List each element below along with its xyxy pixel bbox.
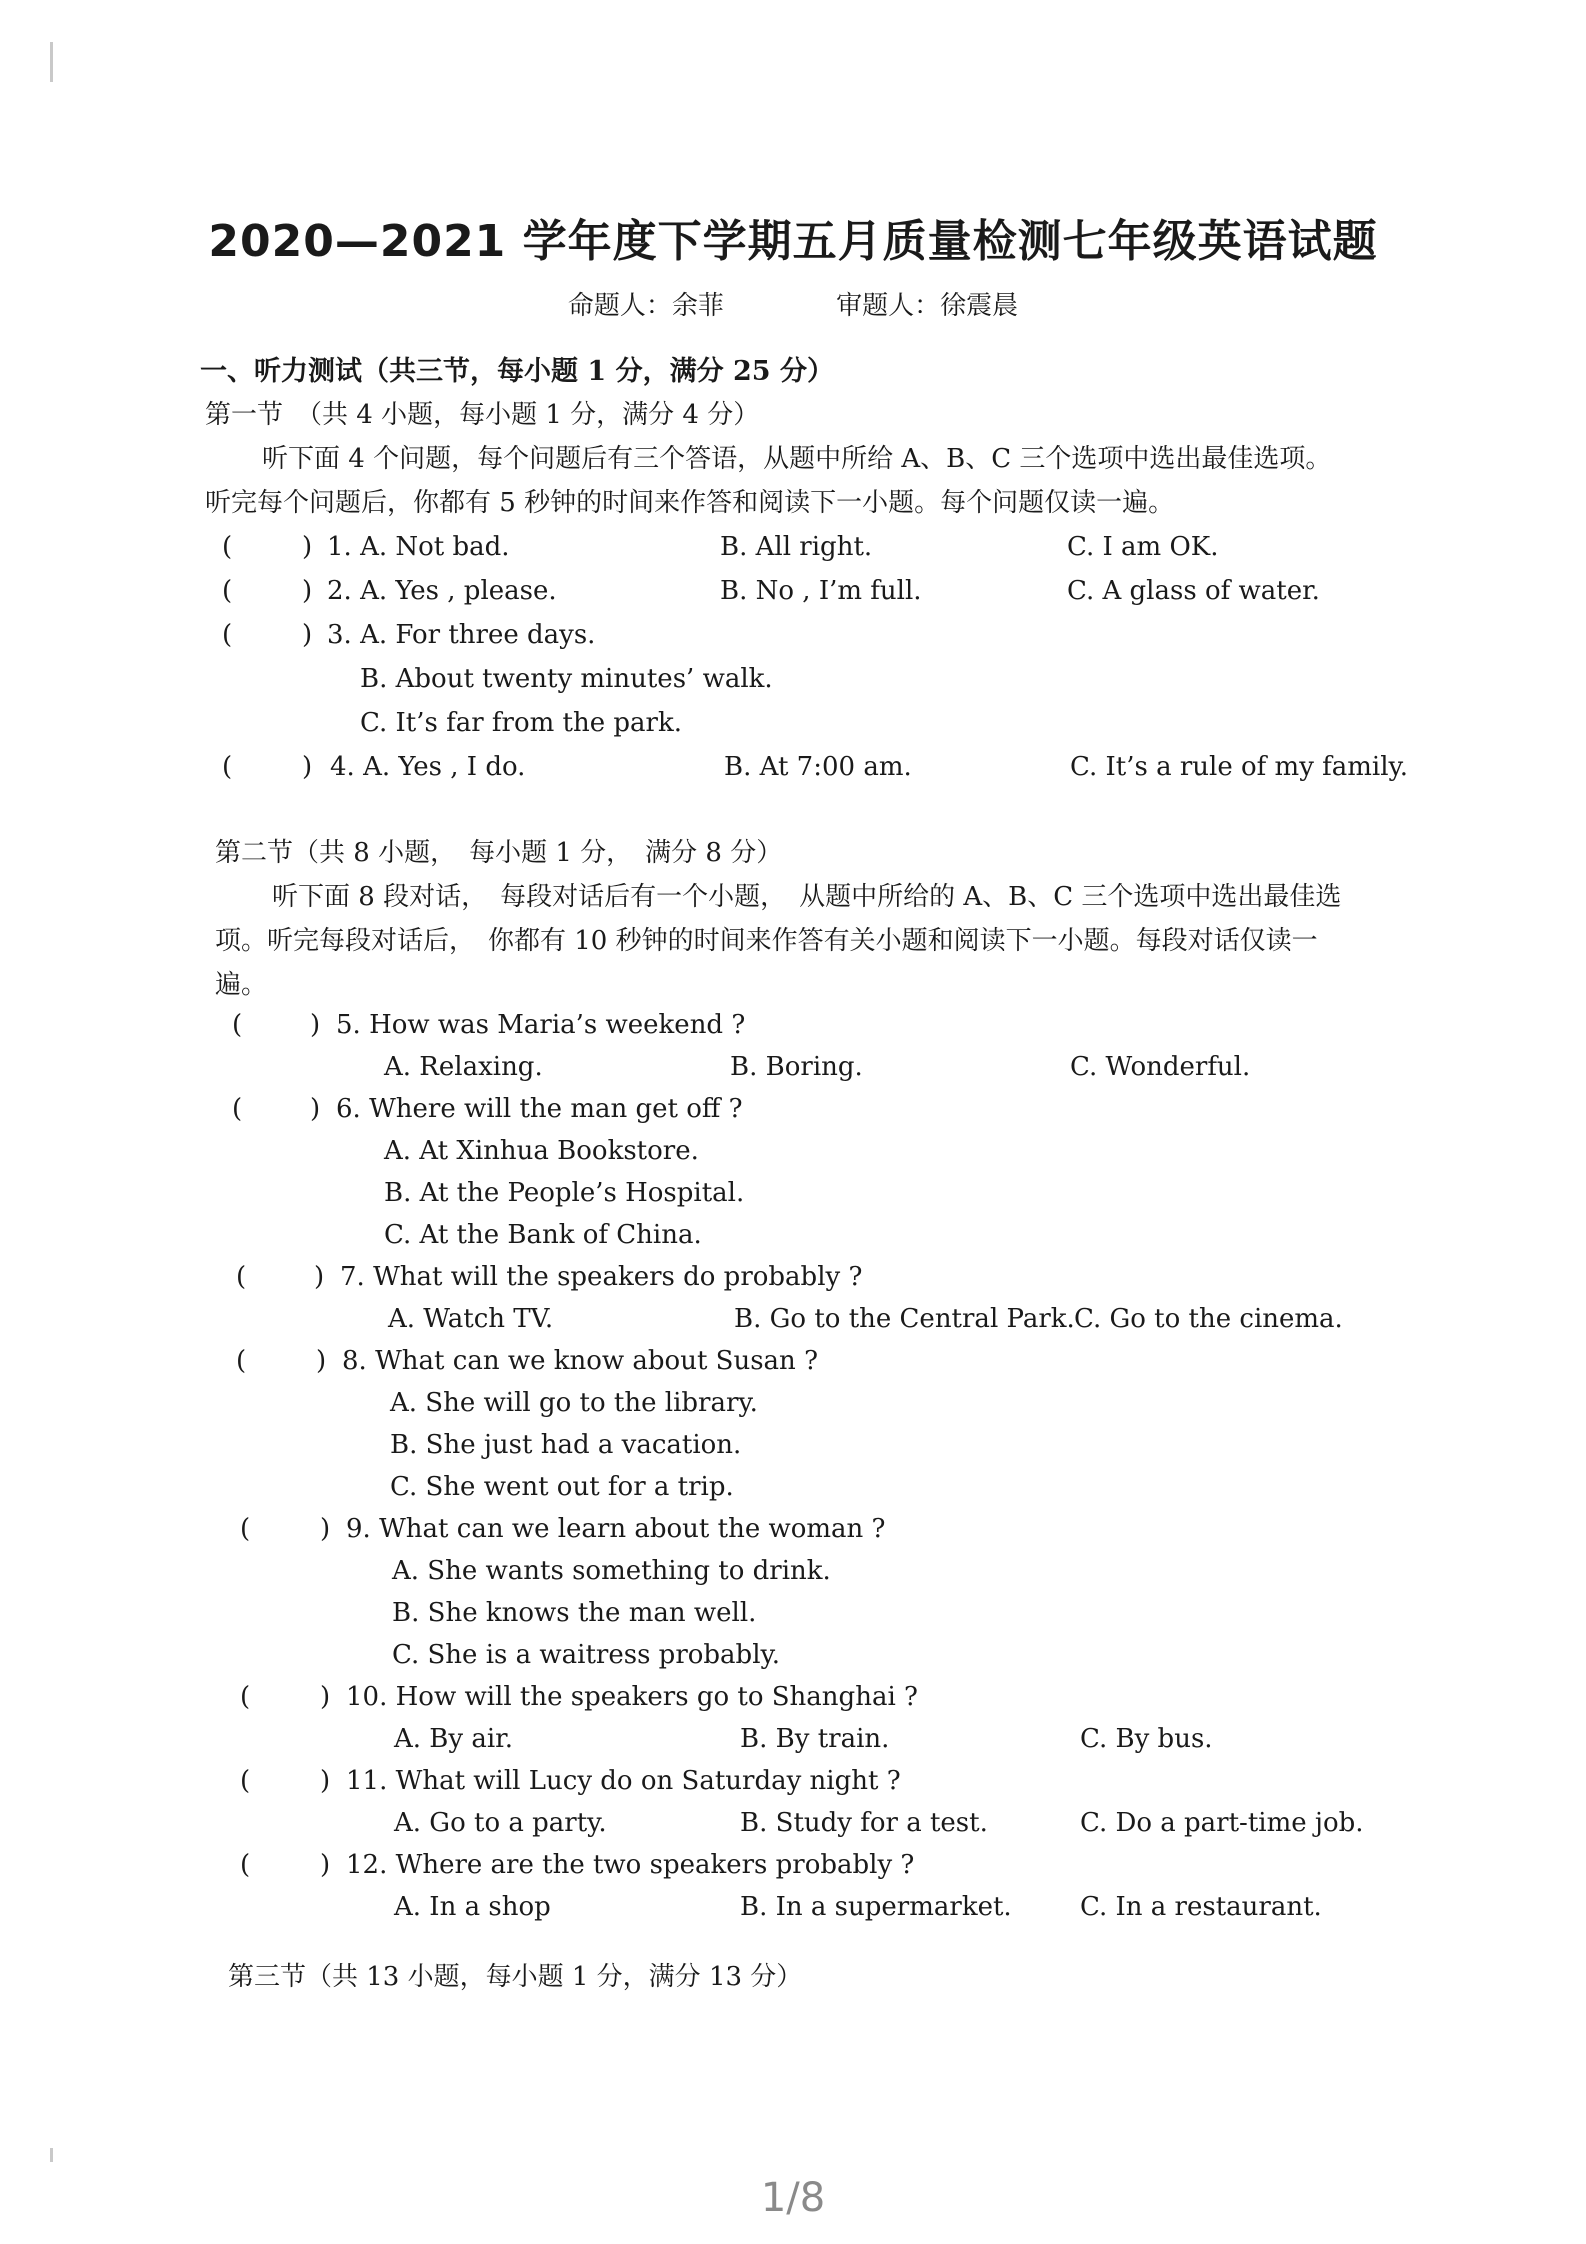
question-stem: 8. What can we know about Susan ? <box>342 1346 819 1376</box>
option-a: A. Go to a party. <box>394 1808 607 1838</box>
part-heading: 一、听力测试（共三节，每小题 1 分，满分 25 分） <box>200 356 834 387</box>
option-c: C. At the Bank of China. <box>384 1220 702 1250</box>
option-c: C. It’s far from the park. <box>360 708 682 738</box>
question-stem: 6. Where will the man get off ? <box>336 1094 743 1124</box>
exam-title: 2020—2021 学年度下学期五月质量检测七年级英语试题 <box>208 216 1378 267</box>
option-a: A. Relaxing. <box>384 1052 543 1082</box>
scan-edge-mark <box>50 42 53 82</box>
option-c: C. It’s a rule of my family. <box>1070 752 1409 782</box>
option-b: B. Study for a test. <box>740 1808 988 1838</box>
option-c: C. She went out for a trip. <box>390 1472 734 1502</box>
option-a: A. She will go to the library. <box>390 1388 758 1418</box>
answer-blank-close: ) <box>320 1682 331 1712</box>
answer-blank-open: ( <box>232 1094 243 1124</box>
answer-blank-open: ( <box>240 1766 251 1796</box>
question-stem: 11. What will Lucy do on Saturday night ? <box>346 1766 901 1796</box>
option-a: A. She wants something to drink. <box>392 1556 831 1586</box>
question-stem: 9. What can we learn about the woman ? <box>346 1514 886 1544</box>
question-stem: 5. How was Maria’s weekend ? <box>336 1010 746 1040</box>
section1-instructions: 听完每个问题后，你都有 5 秒钟的时间来作答和阅读下一小题。每个问题仅读一遍。 <box>205 488 1175 518</box>
option-b: B. Go to the Central Park. <box>734 1304 1075 1334</box>
option-c: C. A glass of water. <box>1067 576 1320 606</box>
answer-blank-close: ) <box>302 576 313 606</box>
option-b: B. Boring. <box>730 1052 863 1082</box>
answer-blank-open: ( <box>240 1514 251 1544</box>
option-b: B. In a supermarket. <box>740 1892 1012 1922</box>
section2-instructions: 遍。 <box>215 970 268 1000</box>
option-a: A. At Xinhua Bookstore. <box>384 1136 699 1166</box>
section1-heading: 第一节 （共 4 小题，每小题 1 分，满分 4 分） <box>205 400 760 430</box>
answer-blank-close: ) <box>320 1514 331 1544</box>
option-c: C. She is a waitress probably. <box>392 1640 781 1670</box>
section2-instructions: 听下面 8 段对话， 每段对话后有一个小题， 从题中所给的 A、B、C 三个选项中选出最佳选 <box>272 882 1342 912</box>
answer-blank-close: ) <box>316 1346 327 1376</box>
option-a: A. Watch TV. <box>388 1304 554 1334</box>
answer-blank-close: ) <box>310 1010 321 1040</box>
option-a: 2. A. Yes , please. <box>327 576 557 606</box>
option-a: A. By air. <box>394 1724 514 1754</box>
answer-blank-close: ) <box>314 1262 325 1292</box>
answer-blank-close: ) <box>302 532 313 562</box>
reviewer: 审题人：徐震晨 <box>836 291 1019 321</box>
answer-blank-open: ( <box>236 1262 247 1292</box>
option-b: B. She knows the man well. <box>392 1598 757 1628</box>
answer-blank-open: ( <box>236 1346 247 1376</box>
question-stem: 12. Where are the two speakers probably ? <box>346 1850 915 1880</box>
question-stem: 10. How will the speakers go to Shanghai ? <box>346 1682 918 1712</box>
option-c: C. By bus. <box>1080 1724 1213 1754</box>
section2-heading: 第二节（共 8 小题， 每小题 1 分， 满分 8 分） <box>215 838 783 868</box>
option-b: B. She just had a vacation. <box>390 1430 742 1460</box>
option-b: B. About twenty minutes’ walk. <box>360 664 773 694</box>
answer-blank-open: ( <box>222 532 233 562</box>
option-c: C. I am OK. <box>1067 532 1219 562</box>
answer-blank-open: ( <box>232 1010 243 1040</box>
option-b: B. All right. <box>720 532 873 562</box>
question-stem: 7. What will the speakers do probably ? <box>340 1262 863 1292</box>
option-c: C. In a restaurant. <box>1080 1892 1322 1922</box>
option-a: 1. A. Not bad. <box>327 532 510 562</box>
answer-blank-open: ( <box>240 1850 251 1880</box>
option-b: B. No , I’m full. <box>720 576 922 606</box>
answer-blank-open: ( <box>240 1682 251 1712</box>
answer-blank-close: ) <box>302 620 313 650</box>
setter: 命题人：余菲 <box>567 291 724 321</box>
answer-blank-close: ) <box>310 1094 321 1124</box>
answer-blank-close: ) <box>320 1850 331 1880</box>
option-b: B. By train. <box>740 1724 890 1754</box>
page-indicator: 1/8 <box>760 2175 826 2221</box>
option-a: 3. A. For three days. <box>327 620 596 650</box>
option-b: B. At the People’s Hospital. <box>384 1178 745 1208</box>
option-c: C. Do a part-time job. <box>1080 1808 1364 1838</box>
section2-instructions: 项。听完每段对话后， 你都有 10 秒钟的时间来作答有关小题和阅读下一小题。每段对话仅读一 <box>215 926 1318 956</box>
option-a: A. In a shop <box>394 1892 551 1922</box>
answer-blank-open: ( <box>222 576 233 606</box>
option-c: C. Wonderful. <box>1070 1052 1251 1082</box>
scan-edge-mark <box>50 2148 53 2162</box>
answer-blank-open: ( <box>222 752 233 782</box>
answer-blank-close: ) <box>320 1766 331 1796</box>
option-c: C. Go to the cinema. <box>1074 1304 1343 1334</box>
answer-blank-open: ( <box>222 620 233 650</box>
answer-blank-close: ) <box>302 752 313 782</box>
section1-instructions: 听下面 4 个问题，每个问题后有三个答语，从题中所给 A、B、C 三个选项中选出最佳选项。 <box>262 444 1332 474</box>
authors-line <box>0 285 1586 322</box>
option-b: B. At 7:00 am. <box>724 752 912 782</box>
section3-heading: 第三节（共 13 小题，每小题 1 分，满分 13 分） <box>228 1962 803 1992</box>
option-a: 4. A. Yes , I do. <box>330 752 526 782</box>
